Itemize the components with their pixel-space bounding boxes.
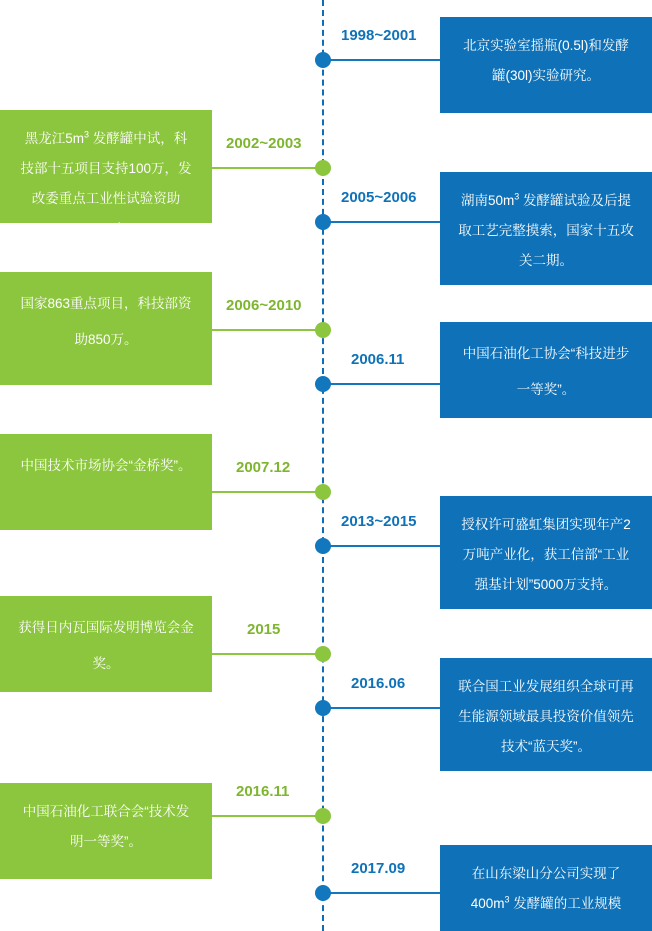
timeline-date-9: 2016.06 xyxy=(351,675,406,692)
timeline-card-5 xyxy=(440,322,652,418)
timeline-card-text-6: 中国技术市场协会“金桥奖”。 xyxy=(20,458,192,473)
timeline-node-5 xyxy=(315,376,331,392)
timeline-connector-3 xyxy=(323,221,440,223)
timeline-node-2 xyxy=(315,160,331,176)
timeline-card-9 xyxy=(440,658,652,771)
timeline-card-4 xyxy=(0,272,212,385)
timeline-card-text-2: 黑龙江$5m^3$ 发酵罐中试，科技部十五项目支持100万，发改委重点工业性试验资助1500万。 xyxy=(20,129,192,236)
timeline-connector-2 xyxy=(212,167,323,169)
timeline-card-11 xyxy=(440,845,652,931)
timeline-node-4 xyxy=(315,322,331,338)
timeline-date-5: 2006.11 xyxy=(351,351,405,368)
timeline-connector-11 xyxy=(323,892,440,894)
timeline-connector-9 xyxy=(323,707,440,709)
timeline-node-9 xyxy=(315,700,331,716)
timeline-node-8 xyxy=(315,646,331,662)
timeline-date-10: 2016.11 xyxy=(236,783,290,800)
timeline-node-6 xyxy=(315,484,331,500)
timeline-card-text-7: 授权许可盛虹集团实现年产2万吨产业化，获工信部“工业强基计划”5000万支持。 xyxy=(461,517,631,592)
timeline-axis xyxy=(322,0,324,931)
timeline-date-7: 2013~2015 xyxy=(341,513,417,530)
timeline-card-8 xyxy=(0,596,212,692)
timeline-node-1 xyxy=(315,52,331,68)
timeline-date-6: 2007.12 xyxy=(236,459,291,476)
timeline-card-10 xyxy=(0,783,212,879)
timeline-connector-10 xyxy=(212,815,323,817)
timeline-connector-6 xyxy=(212,491,323,493)
timeline-card-text-4: 国家863重点项目，科技部资助850万。 xyxy=(20,296,192,347)
timeline-card-text-11: 在山东梁山分公司实现了$400m^3$ 发酵罐的工业规模 xyxy=(470,866,622,911)
timeline-date-3: 2005~2006 xyxy=(341,189,417,206)
timeline-connector-8 xyxy=(212,653,323,655)
timeline-connector-7 xyxy=(323,545,440,547)
timeline-card-text-1: 北京实验室摇瓶(0.5l)和发酵罐(30l)实验研究。 xyxy=(463,38,629,83)
timeline-date-11: 2017.09 xyxy=(351,860,406,877)
timeline-connector-1 xyxy=(323,59,440,61)
timeline-connector-5 xyxy=(323,383,440,385)
timeline-card-text-3: 湖南$50m^3$ 发酵罐试验及后提取工艺完整摸索，国家十五攻关二期。 xyxy=(458,191,634,268)
timeline-card-3 xyxy=(440,172,652,285)
timeline-card-text-9: 联合国工业发展组织全球可再生能源领域最具投资价值领先技术“蓝天奖”。 xyxy=(458,679,634,754)
timeline-date-1: 1998~2001 xyxy=(341,27,417,44)
timeline-card-text-5: 中国石油化工协会“科技进步一等奖”。 xyxy=(462,346,630,397)
timeline-node-3 xyxy=(315,214,331,230)
timeline-card-7 xyxy=(440,496,652,609)
timeline-node-11 xyxy=(315,885,331,901)
timeline-connector-4 xyxy=(212,329,323,331)
timeline-date-8: 2015 xyxy=(247,621,281,638)
timeline-node-10 xyxy=(315,808,331,824)
timeline-date-2: 2002~2003 xyxy=(226,135,302,152)
timeline-card-text-8: 获得日内瓦国际发明博览会金奖。 xyxy=(18,620,194,671)
timeline-card-text-10: 中国石油化工联合会“技术发明一等奖”。 xyxy=(22,804,190,849)
timeline-date-4: 2006~2010 xyxy=(226,297,302,314)
timeline-node-7 xyxy=(315,538,331,554)
timeline-card-1 xyxy=(440,17,652,113)
timeline-card-2 xyxy=(0,110,212,236)
timeline-card-6 xyxy=(0,434,212,530)
